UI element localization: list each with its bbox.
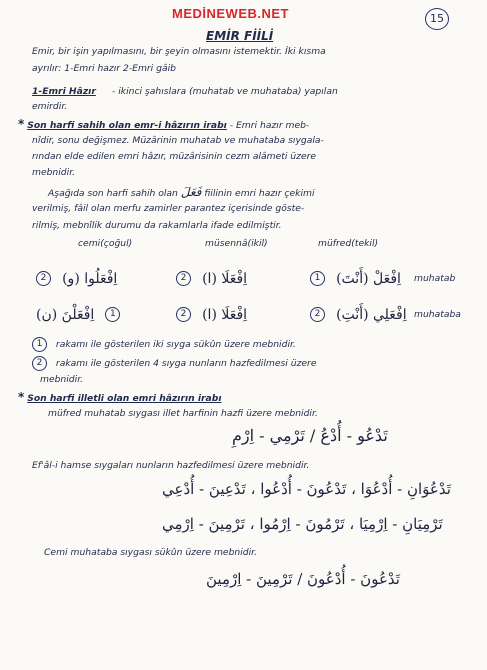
intro-line-1: Emir, bir işin yapılmasını, bir şeyin olmasını istemektir. İki kısma [32,46,326,57]
hazir-def-1: - ikinci şahıslara (muhatab ve muhataba) yapılan [112,86,338,97]
table-row [36,268,117,287]
row2-musenna-num: 2 [176,307,191,322]
efal-line: Ef'âl-i hamse sıygaları nunların hazfedilmesi üzere mebnidir. [32,460,310,471]
row2-cemi-num: 1 [105,307,120,322]
illetli-arabic: تَدْعُو - أُدْعُ / تَرْمِي - اِرْمِ [232,426,388,445]
table-cell [310,268,401,287]
fale-arabic: فَعَلَ [180,185,202,199]
intro-line-2: ayrılır: 1-Emri hazır 2-Emri gâib [32,63,176,74]
site-watermark: MEDİNEWEB.NET [172,6,289,21]
hazir-def-2: emirdir. [32,101,68,112]
row1-mufred-arabic: اِفْعَلْ (أَنْتَ) [336,271,401,287]
illetli-heading-row [18,391,222,405]
asagida-line-3: rilmiş, mebnîlik durumu da rakamlarla ifade edilmiştir. [32,220,282,231]
note-2 [32,356,317,371]
row1-musenna-arabic: اِفْعَلَا (ا) [202,271,248,287]
row2-cemi-arabic: اِفْعَلْنَ (ن) [36,307,95,323]
table-cell [176,304,247,323]
asagida-text-b: fiilinin emri hazır çekimi [204,188,315,199]
row2-mufred-num: 2 [310,307,325,322]
table-cell [310,304,407,323]
illetli-heading: Son harfi illetli olan emri hâzırın irabı [27,393,222,404]
row1-cemi-arabic: اِفْعَلُوا (و) [62,271,118,287]
cemi-arabic: تَدْعُونَ - أُدْعُونَ / تَرْمِينَ - اِرْمِينَ [206,570,400,588]
hazir-heading: 1-Emri Hâzır [32,86,96,97]
efal-arabic-2: تَرْمِيَانِ - اِرْمِيَا ، تَرْمُونَ - اِرْمُوا ، تَرْمِينَ - اِرْمِي [162,515,443,533]
row1-label: muhatab [414,273,456,284]
note-2-cont: mebnidir. [40,374,84,385]
note2-num: 2 [32,356,47,371]
row2-label: muhataba [414,309,461,320]
asagida-text-a: Aşağıda son harfi sahih olan [48,188,178,199]
row2-musenna-arabic: اِفْعَلَا (ا) [202,307,248,323]
note2-text: rakamı ile gösterilen 4 sıyga nunların hazfedilmesi üzere [55,358,317,369]
bullet-star: * [18,390,25,404]
sahih-line-2: nîdir, sonu değişmez. Müzârinin muhatab ve muhataba sıygala- [32,135,324,146]
row1-cemi-num: 2 [36,271,51,286]
column-cemi: cemi(çoğul) [78,238,133,249]
sahih-line-1: - Emri hazır meb- [229,120,310,131]
page-number: 15 [425,8,449,30]
table-row [36,304,120,323]
note-1 [32,337,296,352]
asagida-line-1 [48,186,315,200]
bullet-star: * [18,117,25,131]
row1-mufred-num: 1 [310,271,325,286]
column-musenna: müsennâ(ikil) [205,238,268,249]
note1-num: 1 [32,337,47,352]
page-title: EMİR FİİLİ [206,29,274,43]
sahih-line-4: mebnidir. [32,167,76,178]
sahih-line-3: rından elde edilen emri hâzır, müzârisinin cezm alâmeti üzere [32,151,317,162]
column-mufred: müfred(tekil) [318,238,379,249]
asagida-line-2: verilmiş, fâil olan merfu zamirler parantez içerisinde göste- [32,203,305,214]
sahih-heading: Son harfi sahih olan emr-i hâzırın irabı [27,120,227,131]
row2-mufred-arabic: اِفْعَلِي (أَنْتِ) [336,307,407,323]
illetli-line: müfred muhatab sıygası illet harfinin hazfi üzere mebnidir. [48,408,318,419]
note1-text: rakamı ile gösterilen iki sıyga sükûn üzere mebnidir. [55,339,296,350]
table-cell [176,268,247,287]
cemi-line: Cemi muhataba sıygası sükûn üzere mebnidir. [44,547,258,558]
sahih-heading-row [18,118,309,132]
row1-musenna-num: 2 [176,271,191,286]
efal-arabic-1: تَدْعُوَانِ - أُدْعُوَا ، تَدْعُونَ - أُدْعُوا ، تَدْعِينَ - أُدْعِي [162,480,451,498]
